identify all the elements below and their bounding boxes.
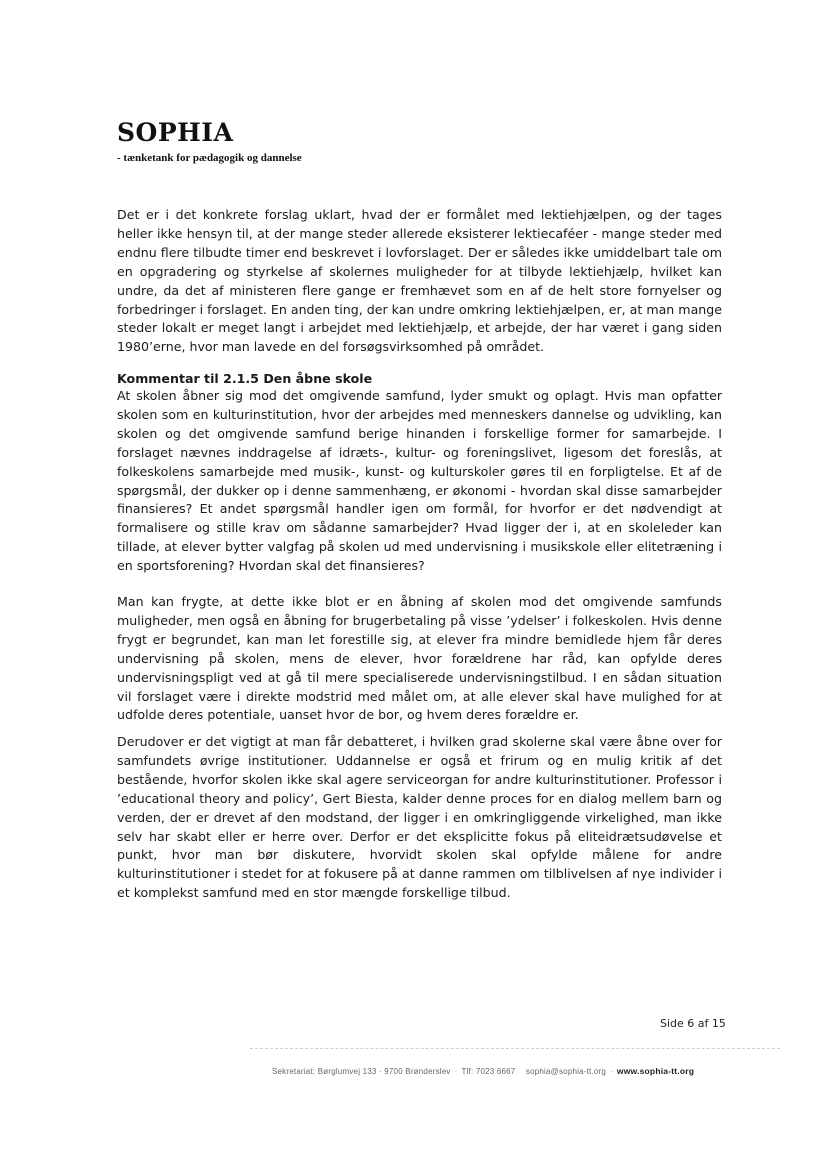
footer-phone: Tlf: 7023 6667 — [461, 1067, 516, 1076]
footer-separator: · — [454, 1067, 458, 1076]
logo-subtitle: - tænketank for pædagogik og dannelse — [117, 152, 302, 164]
body-paragraph: Det er i det konkrete forslag uklart, hvad der er formålet med lektiehjælpen, og der tages heller ikke hensyn til, at der mange steder allerede eksisterer lektiecaféer - mange steder med endnu flere tilbudte timer end beskrevet i lovforslaget. Der er således ikke umiddelbart tale om en opgradering og styrkelse af skolernes muligheder for at tilbyde lektiehjælp, hvilket kan undre, da det af ministeren flere gange er fremhævet som en af de helt store fornyelser og forbedringer i forslaget. En anden ting, der kan undre omkring lektiehjælpen, er, at man mange steder lokalt er meget langt i arbejdet med lektiehjælp, et arbejde, der har været i gang siden 1980’erne, hvor man lavede en del forsøgsvirksomhed på området. — [117, 207, 723, 355]
page-number: Side 6 af 15 — [660, 1017, 726, 1030]
footer-separator — [519, 1067, 521, 1076]
footer-website[interactable]: www.sophia-tt.org — [616, 1066, 695, 1076]
footer-secretariat: Sekretariat: Børglumvej 133 · 9700 Brønderslev — [272, 1067, 451, 1076]
body-paragraph: Man kan frygte, at dette ikke blot er en åbning af skolen mod det omgivende samfunds muligheder, men også en åbning for brugerbetaling på visse ’ydelser’ i folkeskolen. Hvis denne frygt er begrundet, kan man let forestille sig, at elever fra mindre bemidlede hjem får deres undervisning på skolen, mens de elever, hvor forældrene har råd, kan opfylde deres undervisningspligt ved at gå til mere specialiserede undervisningstilbud. I en sådan situation vil forslaget være i direkte modstrid med målet om, at alle elever skal have mulighed for at udfolde deres potentiale, uanset hvor de bor, og hvem deres forældre er. — [117, 594, 722, 723]
footer-email[interactable]: sophia@sophia-tt.org — [525, 1067, 607, 1076]
body-paragraph: At skolen åbner sig mod det omgivende samfund, lyder smukt og oplagt. Hvis man opfatter skolen som en kulturinstitution, hvor der arbejdes med menneskers dannelse og udvikling, kan skolen og det omgivende samfund berige hinanden i forskellige former for samarbejde. I forslaget nævnes inddragelse af idræts-, kultur- og foreningslivet, ligesom det foreslås, at folkeskolens samarbejde med musik-, kunst- og kulturskoler gøres til en forpligtelse. Et af de spørgsmål, der dukker op i denne sammenhæng, er økonomi - hvordan skal disse samarbejder finansieres? Et andet spørgsmål handler igen om formål, for hvorfor er det nødvendigt at formalisere og stille krav om sådanne samarbejder? Hvad ligger der i, at en skoleleder kan tillade, at elever bytter valgfag på skolen ud med undervisning i musikskole eller elitetræning i en sportsforening? Hvordan skal det finansieres? — [117, 388, 722, 574]
footer-divider — [250, 1048, 780, 1049]
section-heading: Kommentar til 2.1.5 Den åbne skole — [117, 371, 373, 386]
body-paragraph: Derudover er det vigtigt at man får debatteret, i hvilken grad skolerne skal være åbne over for samfundets øvrige institutioner. Uddannelse er også et frirum og en mulig kritik af det bestående, hvorfor skolen ikke skal agere serviceorgan for andre kulturinstitutioner. Professor i ’educational theory and policy’, Gert Biesta, kalder denne proces for en dialog mellem barn og verden, der er drevet af den modstand, der ligger i en omkringliggende virkelighed, man ikke selv har skabt eller er herre over. Derfor er det eksplicitte fokus på eliteidrætsudøvelse et punkt, hvor man bør diskutere, hvorvidt skolen skal opfylde målene for andre kulturinstitutioner i stedet for at fokusere på at danne rammen om tilblivelsen af nye individer i et komplekst samfund med en stor mængde forskellige tilbud. — [117, 734, 722, 901]
footer-separator: · — [610, 1067, 613, 1076]
logo-title: SOPHIA — [117, 118, 234, 147]
footer-contact-line — [272, 1066, 694, 1076]
